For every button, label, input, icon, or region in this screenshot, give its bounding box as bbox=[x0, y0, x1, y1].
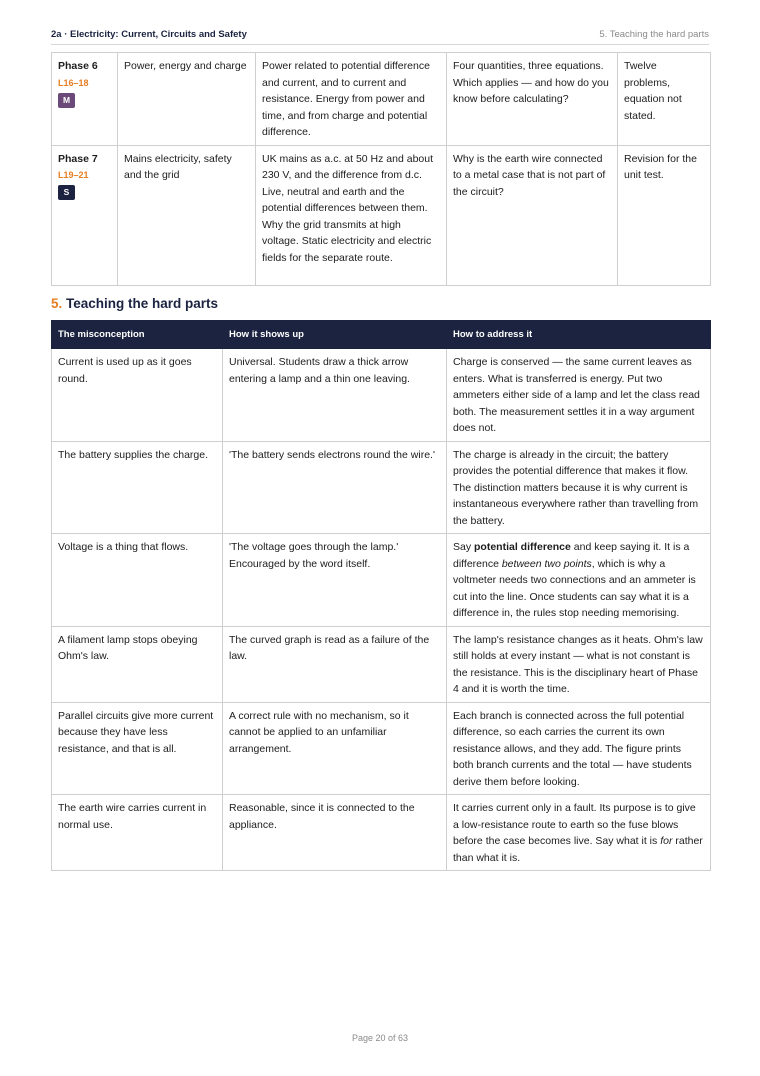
phase-topic: Power, energy and charge bbox=[118, 53, 256, 146]
phase-table bbox=[51, 52, 711, 286]
phase-content: Power related to potential difference and current, and to current and resistance. Energy from power and time, and from charge and potential difference. bbox=[256, 53, 447, 146]
phase-topic: Mains electricity, safety and the grid bbox=[118, 145, 256, 285]
table-header-row bbox=[52, 321, 711, 349]
shows-up-cell: Reasonable, since it is connected to the appliance. bbox=[223, 795, 447, 871]
misconception-cell: The earth wire carries current in normal use. bbox=[52, 795, 223, 871]
phase-name: Phase 7 bbox=[58, 152, 98, 165]
table-row bbox=[52, 702, 711, 795]
column-header: How it shows up bbox=[223, 321, 447, 349]
phase-practice: Twelve problems, equation not stated. bbox=[618, 53, 711, 146]
address-text: and keep saying it. It is a difference bbox=[453, 541, 690, 570]
misconceptions-table bbox=[51, 320, 711, 871]
tier-badge: M bbox=[58, 93, 75, 108]
misconception-cell: Parallel circuits give more current because they have less resistance, and that is all. bbox=[52, 702, 223, 795]
column-header: How to address it bbox=[447, 321, 711, 349]
table-row bbox=[52, 53, 711, 146]
emphasis: between two points bbox=[501, 557, 592, 570]
document-title: 2a · Electricity: Current, Circuits and Safety bbox=[51, 29, 247, 40]
tier-badge: S bbox=[58, 185, 75, 200]
table-row bbox=[52, 441, 711, 534]
misconception-cell: The battery supplies the charge. bbox=[52, 441, 223, 534]
address-cell: Each branch is connected across the full potential difference, so each carries the current its own resistance allows, and they add. The figure prints both branch currents and the total — have students derive them before looking. bbox=[447, 702, 711, 795]
shows-up-cell: 'The voltage goes through the lamp.' Encouraged by the word itself. bbox=[223, 534, 447, 627]
address-text: It carries current only in a fault. Its purpose is to give a low-resistance route to earth so the fuse blows before the case becomes live. Say what it is bbox=[453, 802, 696, 847]
phase-practice: Revision for the unit test. bbox=[618, 145, 711, 285]
section-heading bbox=[51, 296, 218, 311]
page-number: Page 20 of 63 bbox=[351, 1033, 409, 1043]
phase-content: UK mains as a.c. at 50 Hz and about 230 V, and the difference from d.c. Live, neutral and earth and the potential differences between them. Why the grid transmits at high voltage. Static electricity and electric fields for the separate route. bbox=[256, 145, 447, 285]
table-row bbox=[52, 349, 711, 442]
address-text: rather than what it is. bbox=[453, 835, 703, 864]
shows-up-cell: The curved graph is read as a failure of the law. bbox=[223, 626, 447, 702]
table-row bbox=[52, 626, 711, 702]
shows-up-cell: A correct rule with no mechanism, so it cannot be applied to an unfamiliar arrangement. bbox=[223, 702, 447, 795]
misconception-cell: A filament lamp stops obeying Ohm's law. bbox=[52, 626, 223, 702]
address-cell: Charge is conserved — the same current leaves as enters. What is transferred is energy. Put two ammeters either side of a lamp and let the class read both. The measurement settles it in a way argument does not. bbox=[447, 349, 711, 442]
table-row bbox=[52, 145, 711, 285]
misconception-cell: Current is used up as it goes round. bbox=[52, 349, 223, 442]
section-title: Teaching the hard parts bbox=[66, 296, 219, 311]
phase-question: Four quantities, three equations. Which applies — and how do you know before calculating? bbox=[447, 53, 618, 146]
table-row bbox=[52, 534, 711, 627]
phase-cell bbox=[52, 145, 118, 285]
address-cell bbox=[447, 795, 711, 871]
section-number: 5. bbox=[51, 296, 63, 311]
key-term: potential difference bbox=[474, 541, 571, 553]
phase-question: Why is the earth wire connected to a metal case that is not part of the circuit? bbox=[447, 145, 618, 285]
running-section-title: 5. Teaching the hard parts bbox=[599, 29, 709, 40]
address-cell: The charge is already in the circuit; the battery provides the potential difference that makes it flow. The distinction matters because it is why current is instantaneous everywhere rather than travelling from the battery. bbox=[447, 441, 711, 534]
phase-lessons: L16–18 bbox=[58, 77, 89, 88]
column-header: The misconception bbox=[52, 321, 223, 349]
shows-up-cell: Universal. Students draw a thick arrow entering a lamp and a thin one leaving. bbox=[223, 349, 447, 442]
emphasis: for bbox=[660, 835, 673, 847]
address-cell bbox=[447, 534, 711, 627]
address-text: Say bbox=[453, 541, 475, 553]
phase-name: Phase 6 bbox=[58, 60, 98, 72]
shows-up-cell: 'The battery sends electrons round the wire.' bbox=[223, 441, 447, 534]
phase-cell bbox=[52, 53, 118, 146]
address-text: , which is why a voltmeter needs two connections and an ammeter is cut into the line. Once students can say what it is a difference in, the rules stop needing memorising. bbox=[453, 557, 696, 619]
phase-lessons: L19–21 bbox=[58, 170, 89, 180]
page-header bbox=[51, 26, 709, 45]
address-cell: The lamp's resistance changes as it heats. Ohm's law still holds at every instant — what is not constant is the resistance. This is the disciplinary heart of Phase 4 and it is worth the time. bbox=[447, 626, 711, 702]
misconception-cell: Voltage is a thing that flows. bbox=[52, 534, 223, 627]
table-row bbox=[52, 795, 711, 871]
